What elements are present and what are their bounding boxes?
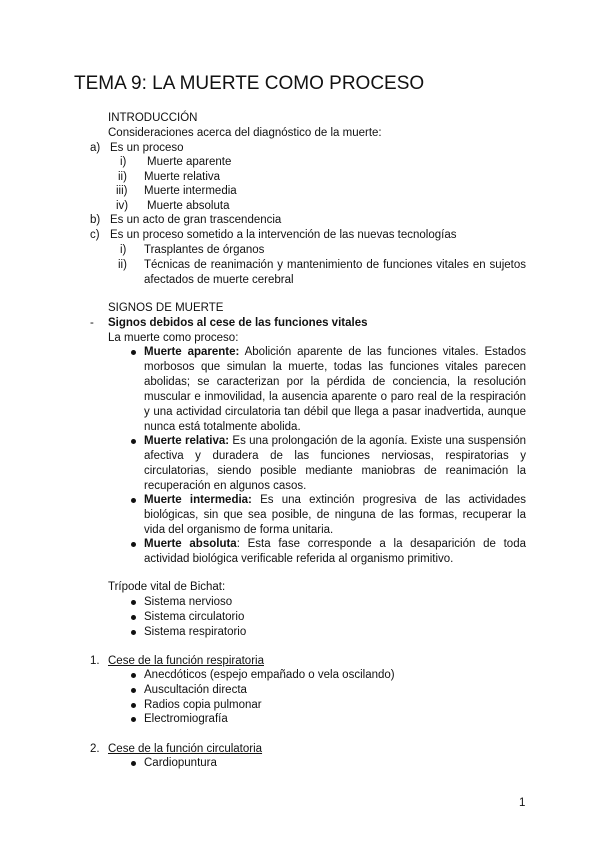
bullet-icon [131, 761, 136, 766]
muerte-relativa-item [144, 434, 526, 494]
list-marker: 1. [90, 655, 100, 667]
list-item: Cardiopuntura [144, 757, 217, 769]
term: Muerte aparente: [144, 346, 240, 358]
list-item: Anecdóticos (espejo empañado o vela oscilando) [144, 669, 395, 681]
term: Muerte absoluta [144, 538, 237, 550]
sublist-item: Muerte relativa [144, 171, 221, 183]
definition: Es una extinción progresiva de las actividades biológicas, sin que sea posible, de ninguna de las formas, recuperar la vida del organismo de forma unitaria. [144, 494, 526, 536]
list-item: Sistema circulatorio [144, 611, 245, 623]
section-heading: Cese de la función respiratoria [108, 655, 264, 667]
bullet-icon [131, 498, 136, 503]
bullet-icon [131, 350, 136, 355]
muerte-aparente-item [144, 345, 526, 434]
definition: : Esta fase corresponde a la desaparición de toda actividad biológica verificable referida al organismo primitivo. [144, 538, 526, 565]
bullet-icon [131, 673, 136, 678]
tripode-lead: Trípode vital de Bichat: [108, 581, 226, 593]
list-item: Es un proceso [110, 142, 184, 154]
sublist-marker: iii) [116, 185, 128, 197]
list-item: Es un proceso sometido a la intervención de las nuevas tecnologías [110, 229, 457, 241]
page-title: TEMA 9: LA MUERTE COMO PROCESO [74, 73, 425, 94]
muerte-absoluta-item [144, 537, 526, 567]
term: Muerte intermedia: [144, 494, 252, 506]
bullet-icon [131, 600, 136, 605]
signos-subheading: Signos debidos al cese de las funciones vitales [108, 317, 368, 329]
bullet-icon [131, 688, 136, 693]
definition: Abolición aparente de las funciones vitales. Estados morbosos que simulan la muerte, todas las funciones vitales parecen abolidas; se caracterizan por la pérdida de conciencia, la resolución muscular e inmovilidad, la ausencia aparente o paro real de la respiración y una actividad circulatoria tan débil que llega a pasar inadvertida, aunque nunca está totalmente abolida. [144, 346, 526, 433]
bullet-icon [131, 703, 136, 708]
bullet-icon [131, 630, 136, 635]
list-item: Sistema nervioso [144, 596, 233, 608]
list-marker: c) [90, 229, 100, 241]
sublist-item: Muerte intermedia [144, 185, 237, 197]
dash-marker: - [90, 317, 94, 329]
bullet-icon [131, 717, 136, 722]
sublist-marker: ii) [118, 259, 127, 271]
intro-subheading: Consideraciones acerca del diagnóstico de la muerte: [108, 127, 382, 139]
list-item: Electromiografía [144, 713, 228, 725]
list-marker: a) [90, 142, 101, 154]
list-marker: 2. [90, 743, 100, 755]
sublist-marker: i) [120, 244, 127, 256]
intro-heading: INTRODUCCIÓN [108, 112, 198, 124]
bullet-icon [131, 439, 136, 444]
sublist-item: Técnicas de reanimación y mantenimiento de funciones vitales en sujetos afectados de muerte cerebral [144, 259, 526, 286]
sublist-marker: iv) [116, 200, 129, 212]
list-item: Radios copia pulmonar [144, 699, 262, 711]
sublist-marker: ii) [118, 171, 127, 183]
definition: Es una prolongación de la agonía. Existe una suspensión afectiva y duradera de las funciones nerviosas, respiratorias y circulatorias, siendo posible mediante maniobras de reanimación la recuperación en algunos casos. [144, 435, 526, 492]
bullet-icon [131, 542, 136, 547]
page-number: 1 [519, 797, 526, 809]
sublist-item: Muerte aparente [147, 156, 232, 168]
bullet-icon [131, 615, 136, 620]
list-marker: b) [90, 214, 101, 226]
signos-heading: SIGNOS DE MUERTE [108, 302, 224, 314]
list-item: Sistema respiratorio [144, 626, 247, 638]
term: Muerte relativa: [144, 435, 230, 447]
list-item: Es un acto de gran trascendencia [110, 214, 282, 226]
list-item: Auscultación directa [144, 684, 247, 696]
sublist-marker: i) [120, 156, 127, 168]
sublist-item: Muerte absoluta [147, 200, 230, 212]
signos-lead: La muerte como proceso: [108, 332, 239, 344]
sublist-item: Trasplantes de órganos [144, 244, 265, 256]
muerte-intermedia-item [144, 493, 526, 538]
section-heading: Cese de la función circulatoria [108, 743, 263, 755]
